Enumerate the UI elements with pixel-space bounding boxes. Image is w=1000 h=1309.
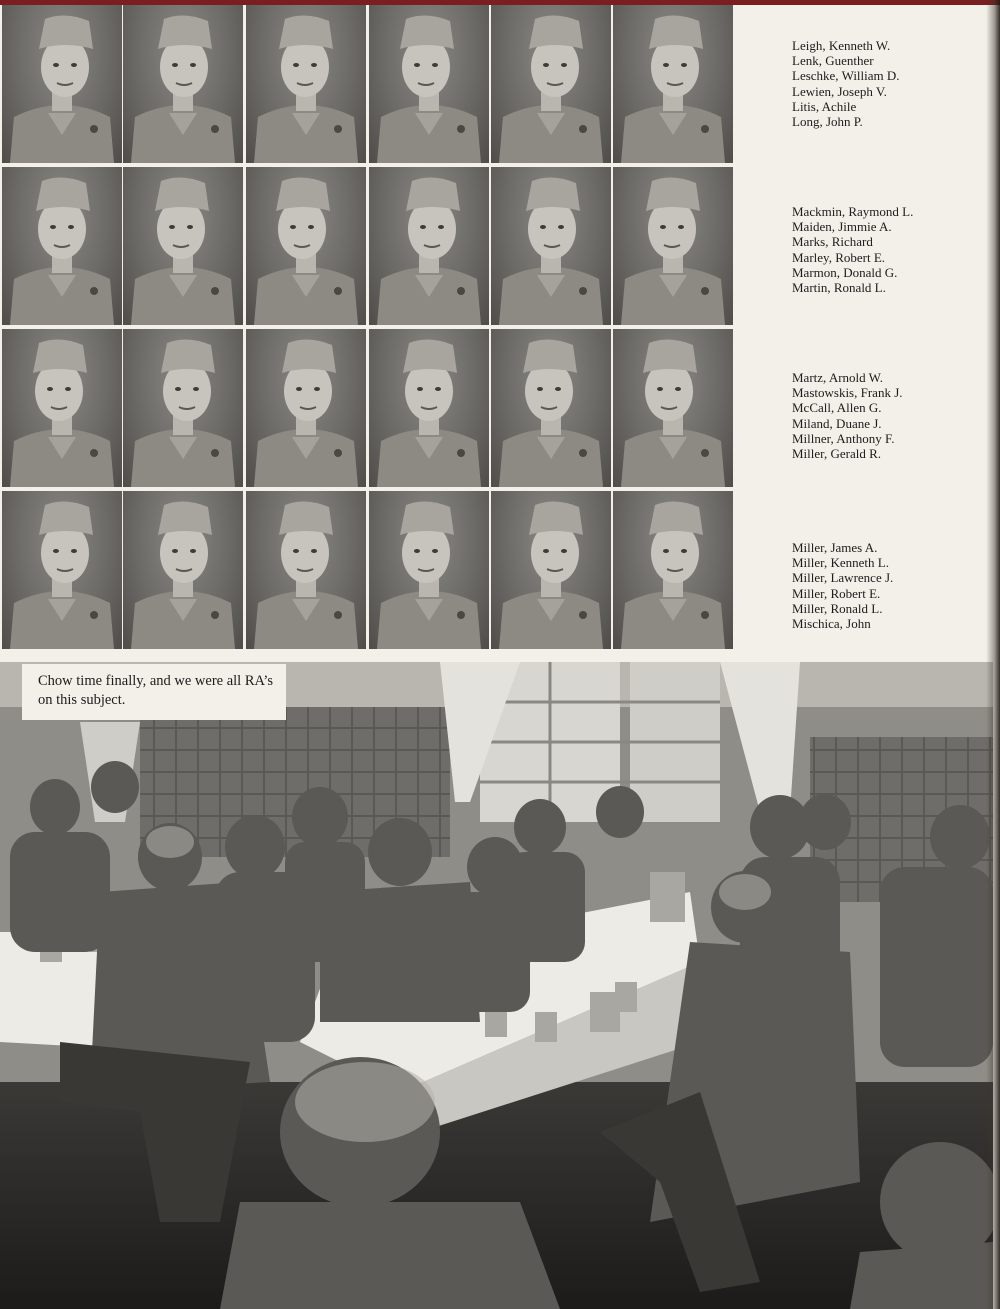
portrait-photo (613, 167, 733, 325)
portrait-grid (2, 5, 735, 647)
name-entry: Miller, Ronald L. (792, 600, 883, 616)
name-entry: McCall, Allen G. (792, 400, 882, 416)
name-entry: Leschke, William D. (792, 68, 900, 84)
name-entry: Maiden, Jimmie A. (792, 219, 892, 235)
name-entry: Mastowskis, Frank J. (792, 385, 903, 401)
name-list-row-3 (792, 370, 972, 461)
portrait-photo (369, 329, 489, 487)
name-entry: Lewien, Joseph V. (792, 83, 887, 99)
portrait-photo (491, 329, 611, 487)
name-entry: Lenk, Guenther (792, 53, 874, 69)
portrait-photo (123, 5, 243, 163)
name-entry: Miland, Duane J. (792, 415, 882, 431)
portrait-photo (123, 329, 243, 487)
name-entry: Miller, Gerald R. (792, 446, 882, 462)
name-entry: Miller, Robert E. (792, 585, 881, 601)
name-list-row-1 (792, 38, 972, 129)
name-entry: Mackmin, Raymond L. (792, 204, 914, 219)
portrait-photo (246, 5, 366, 163)
name-entry: Martin, Ronald L. (792, 280, 886, 296)
page-gutter-shadow (986, 0, 1000, 1309)
name-entry: Miller, James A. (792, 540, 878, 555)
portrait-photo (123, 491, 243, 649)
mess-hall-photo (0, 662, 993, 1309)
portrait-photo (2, 491, 122, 649)
portrait-photo (369, 491, 489, 649)
portrait-photo (491, 167, 611, 325)
portrait-photo (613, 491, 733, 649)
name-entry: Marmon, Donald G. (792, 264, 898, 280)
name-entry: Leigh, Kenneth W. (792, 38, 891, 53)
name-entry: Marks, Richard (792, 234, 873, 250)
portrait-photo (613, 329, 733, 487)
name-entry: Martz, Arnold W. (792, 370, 883, 385)
name-entry: Mischica, John (792, 616, 871, 632)
portrait-photo (123, 167, 243, 325)
portrait-photo (2, 5, 122, 163)
name-entry: Marley, Robert E. (792, 249, 886, 265)
name-list-row-4 (792, 540, 972, 631)
photo-caption: Chow time finally, and we were all RA’s on this subject. (38, 673, 274, 708)
portrait-photo (2, 167, 122, 325)
portrait-photo (246, 167, 366, 325)
name-entry: Miller, Lawrence J. (792, 570, 894, 586)
portrait-photo (613, 5, 733, 163)
name-list-row-2 (792, 204, 972, 295)
name-entry: Millner, Anthony F. (792, 430, 895, 446)
name-entry: Miller, Kenneth L. (792, 555, 889, 571)
portrait-photo (369, 5, 489, 163)
name-entry: Long, John P. (792, 114, 863, 130)
portrait-photo (246, 491, 366, 649)
portrait-photo (491, 5, 611, 163)
portrait-photo (246, 329, 366, 487)
portrait-photo (491, 491, 611, 649)
portrait-photo (2, 329, 122, 487)
portrait-photo (369, 167, 489, 325)
name-entry: Litis, Achile (792, 98, 857, 114)
